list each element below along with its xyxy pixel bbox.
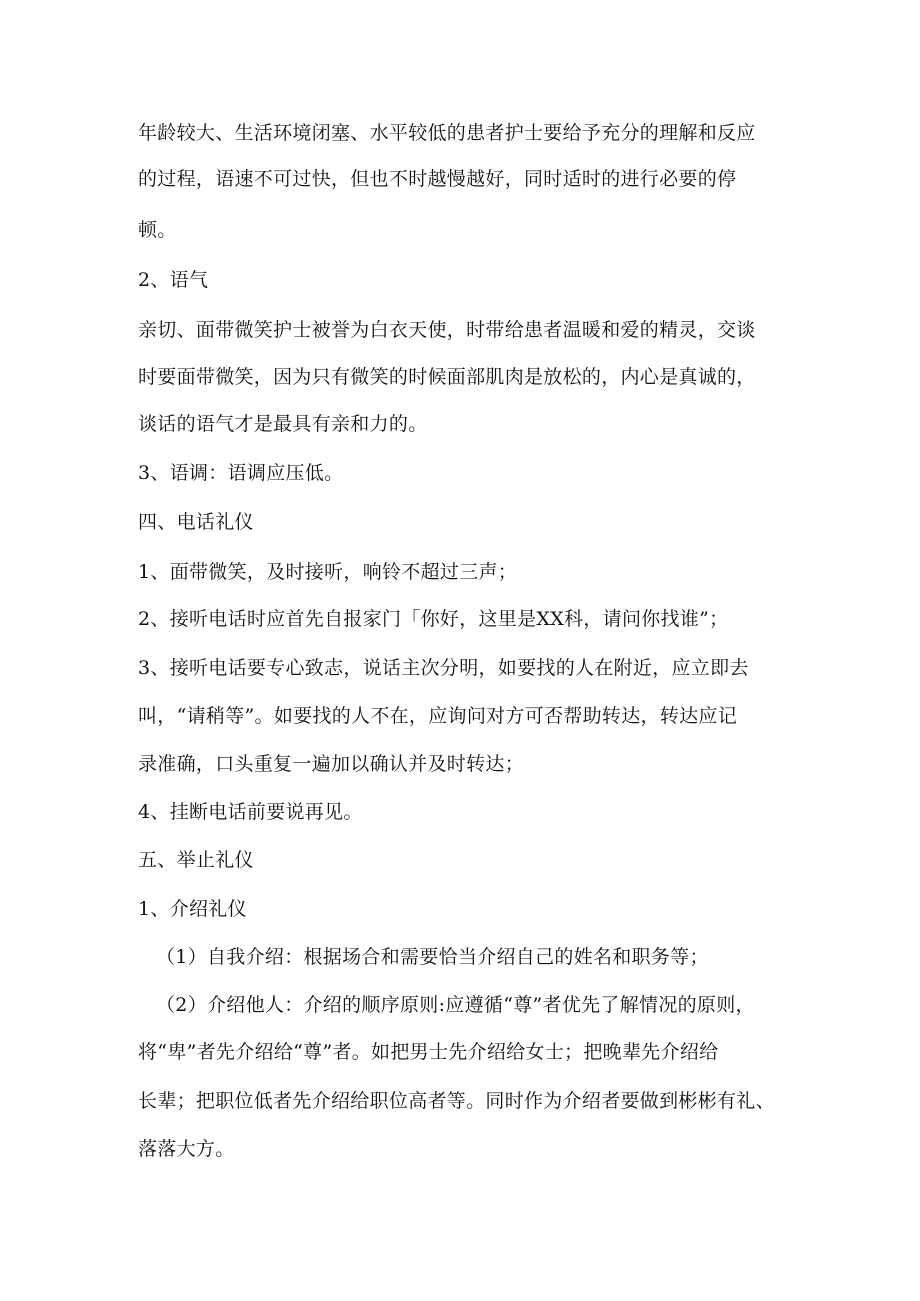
paragraph-line: （2）介绍他人：介绍的顺序原则:应遵循“尊”者优先了解情况的原则，	[156, 994, 755, 1016]
paragraph-line: （1）自我介绍：根据场合和需要恰当介绍自己的姓名和职务等；	[156, 946, 709, 968]
section-heading: 2、语气	[138, 269, 209, 291]
paragraph-line: 年龄较大、生活环境闭塞、水平较低的患者护士要给予充分的理解和反应	[138, 122, 756, 144]
paragraph-line: 4、挂断电话前要说再见。	[138, 801, 363, 823]
paragraph-line: 3、语调：语调应压低。	[138, 462, 344, 484]
paragraph-line: 时要面带微笑，因为只有微笑的时候面部肌肉是放松的，内心是真诚的，	[138, 366, 756, 388]
paragraph-line: 2、接听电话时应首先自报家门「你好，这里是XX科，请问你找谁”；	[138, 608, 729, 630]
paragraph-line: 叫，“请稍等”。如要找的人不在，应询问对方可否帮助转达，转达应记	[138, 705, 738, 727]
paragraph-line: 长辈；把职位低者先介绍给职位高者等。同时作为介绍者要做到彬彬有礼、	[138, 1090, 775, 1112]
paragraph-line: 落落大方。	[138, 1138, 235, 1160]
paragraph-line: 3、接听电话要专心致志，说话主次分明，如要找的人在附近，应立即去	[138, 657, 749, 679]
section-heading: 四、电话礼仪	[138, 511, 254, 533]
paragraph-line: 录准确，口头重复一遍加以确认并及时转达；	[138, 753, 525, 775]
section-heading: 1、介绍礼仪	[138, 898, 247, 920]
section-heading: 五、举止礼仪	[138, 849, 254, 871]
paragraph-line: 顿。	[138, 219, 177, 241]
paragraph-line: 谈话的语气才是最具有亲和力的。	[138, 413, 428, 435]
paragraph-line: 亲切、面带微笑护士被誉为白衣天使，时带给患者温暖和爱的精灵，交谈	[138, 319, 756, 341]
paragraph-line: 的过程，语速不可过快，但也不时越慢越好，同时适时的进行必要的停	[138, 168, 737, 190]
paragraph-line: 1、面带微笑，及时接听，响铃不超过三声；	[138, 561, 518, 583]
paragraph-line: 将“卑”者先介绍给“尊”者。如把男士先介绍给女士；把晚辈先介绍给	[138, 1041, 719, 1063]
